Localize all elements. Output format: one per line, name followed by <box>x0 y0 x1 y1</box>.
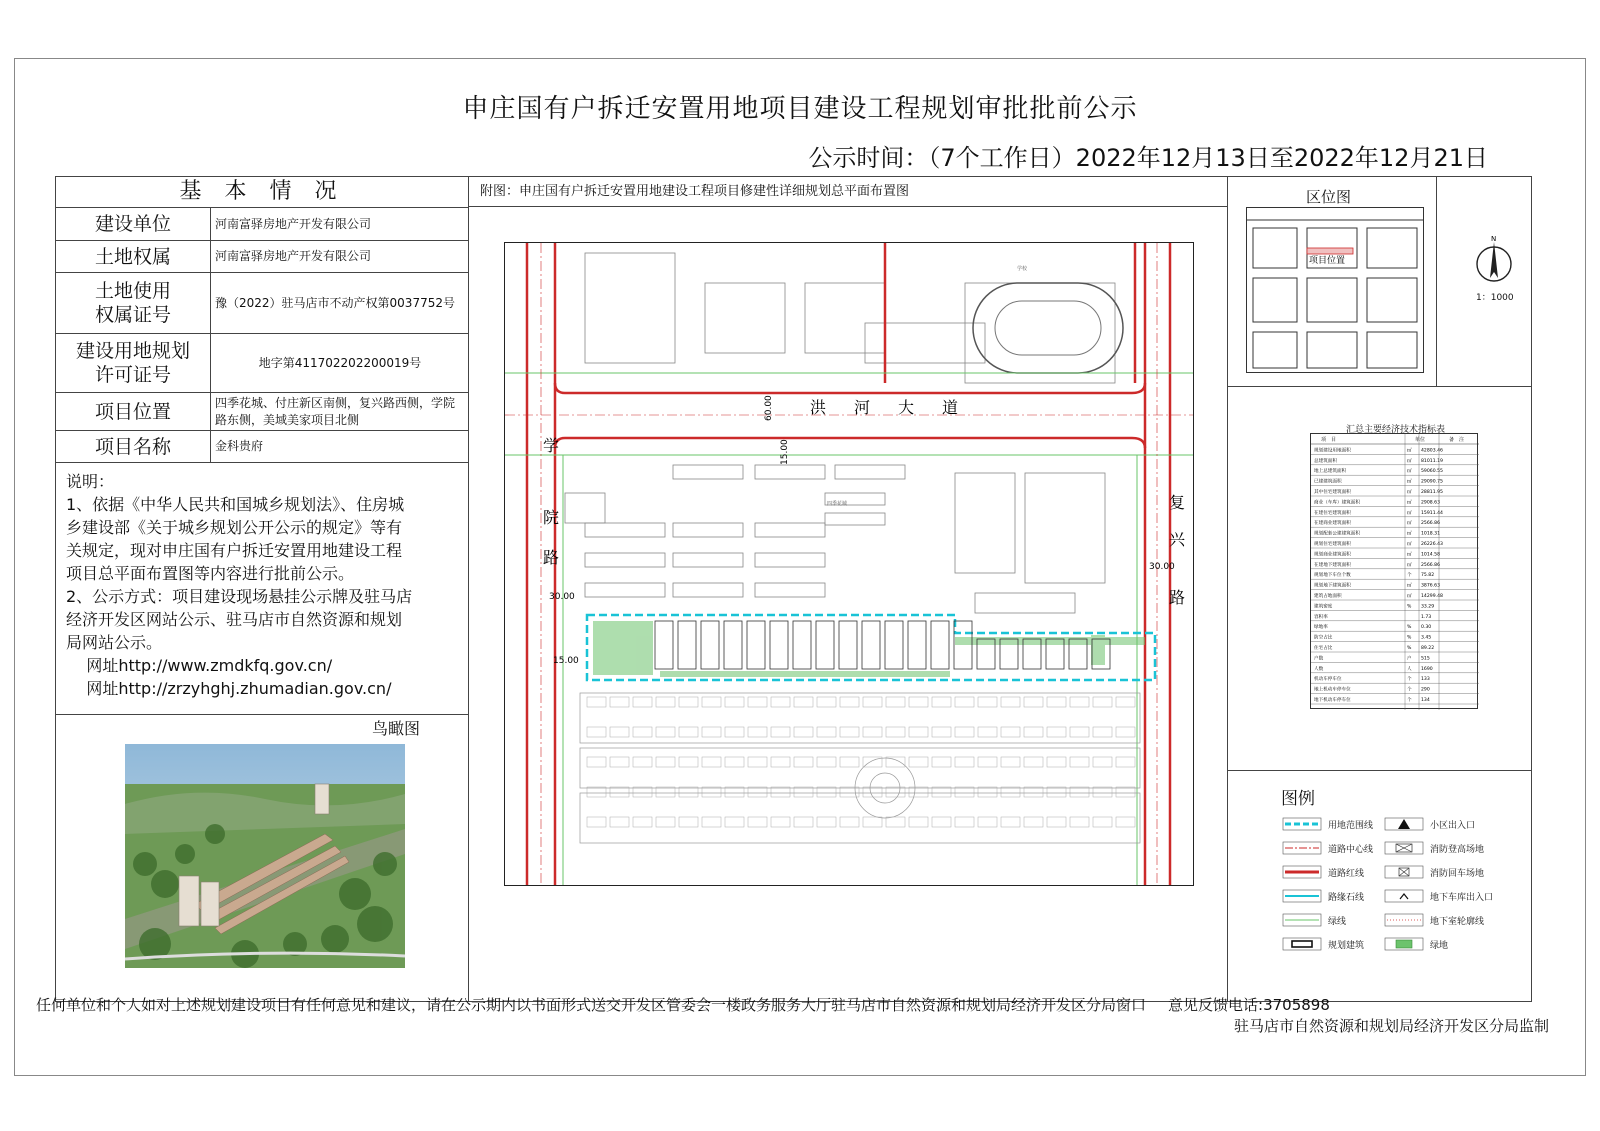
notes-line: 局网站公示。 <box>66 633 163 652</box>
legend-item <box>1282 865 1364 879</box>
econ-cell-value: 290 <box>1421 687 1430 693</box>
econ-cell-item: 地下机动车停车位 <box>1314 698 1351 703</box>
dim-label: 60.00 <box>764 395 774 421</box>
info-heading: 基 本 情 况 <box>179 179 345 204</box>
aerial-label: 鸟瞰图 <box>372 719 421 738</box>
legend-label: 用地范围线 <box>1328 820 1374 831</box>
econ-cell-item: 规划商业建筑面积 <box>1314 552 1351 558</box>
econ-cell-unit: 个 <box>1407 677 1412 683</box>
legend-swatch-icon <box>1384 913 1424 927</box>
value-location: 四季花城、付庄新区南侧，复兴路西侧，学院路东侧，美域美家项目北侧 <box>215 395 456 427</box>
legend-item <box>1282 937 1364 951</box>
econ-cell-unit: % <box>1407 646 1412 651</box>
road-label-xueyuan-3: 路 <box>543 548 560 567</box>
econ-cell-unit: ㎡ <box>1407 594 1412 599</box>
econ-header: 单位 <box>1415 437 1426 443</box>
legend-item <box>1282 841 1373 855</box>
footer-notice-line <box>36 994 1330 1015</box>
legend-swatch-icon <box>1384 841 1424 855</box>
label-builder: 建设单位 <box>94 213 171 235</box>
value-land-owner: 河南富驿房地产开发有限公司 <box>215 249 372 263</box>
legend-label: 小区出入口 <box>1430 820 1476 831</box>
econ-cell-item: 在建商业建筑面积 <box>1314 521 1351 527</box>
econ-cell-value: 75.82 <box>1421 573 1435 579</box>
road-label-xueyuan-2: 院 <box>543 508 560 527</box>
econ-cell-unit: 户 <box>1407 656 1412 662</box>
legend-swatch-icon <box>1282 841 1322 855</box>
legend-swatch-icon <box>1282 913 1322 927</box>
econ-cell-value: 81011.19 <box>1421 458 1443 464</box>
econ-cell-value: 515 <box>1421 656 1430 662</box>
legend-label: 道路中心线 <box>1328 844 1374 855</box>
econ-cell-value: 28811.95 <box>1421 490 1443 495</box>
econ-cell-item: 绿地率 <box>1314 625 1328 631</box>
econ-cell-value: 89.22 <box>1421 646 1435 651</box>
road-label-xueyuan-1: 学 <box>543 436 560 455</box>
footer-phone: 意见反馈电话:3705898 <box>1168 996 1330 1014</box>
legend-swatch-icon <box>1384 865 1424 879</box>
econ-header: 备 注 <box>1449 437 1465 443</box>
label-project-name: 项目名称 <box>94 435 171 458</box>
econ-cell-unit: ㎡ <box>1407 479 1412 485</box>
footer-notice: 任何单位和个人如对上述规划建设项目有任何意见和建议，请在公示期内以书面形式送交开发区管委会一楼政务服务大厅驻马店市自然资源和规划局经济开发区分局窗口 <box>36 996 1147 1014</box>
econ-cell-unit: ㎡ <box>1407 552 1412 558</box>
econ-cell-value: 3876.63 <box>1421 583 1440 589</box>
econ-cell-item: 规划地下建筑面积 <box>1314 583 1351 589</box>
scale-label: 1：1000 <box>1476 293 1514 303</box>
legend-label: 路缘石线 <box>1328 892 1365 903</box>
econ-cell-value: 26226.43 <box>1421 542 1443 547</box>
divider-loc-bottom <box>1227 386 1532 387</box>
econ-cell-item: 已建建筑面积 <box>1314 479 1342 485</box>
legend-swatch-icon <box>1384 817 1424 831</box>
econ-cell-value: 133 <box>1421 677 1430 683</box>
road-label-fuxing-2: 兴 <box>1169 530 1186 549</box>
econ-cell-unit: % <box>1407 604 1412 610</box>
divider-attach <box>468 206 1227 207</box>
aerial-view-image <box>125 744 405 968</box>
econ-cell-unit: ㎡ <box>1407 510 1412 516</box>
legend-item <box>1282 913 1346 927</box>
legend-item <box>1384 841 1484 855</box>
divider-right <box>1227 176 1228 1002</box>
econ-cell-item: 人数 <box>1314 666 1324 672</box>
econ-cell-unit: % <box>1407 635 1412 641</box>
project-location-marker <box>1307 248 1353 254</box>
econ-cell-unit: ㎡ <box>1407 583 1412 589</box>
notes-line: 关规定，现对申庄国有户拆迁安置用地建设工程 <box>66 541 403 560</box>
econ-cell-item: 商业（车库）建筑面积 <box>1314 500 1360 506</box>
econ-cell-item: 机动车停车位 <box>1314 677 1342 683</box>
econ-cell-item: 在建住宅建筑面积 <box>1314 510 1351 516</box>
econ-cell-value: 42803.46 <box>1421 448 1443 454</box>
econ-cell-value: 14299.48 <box>1421 594 1443 599</box>
econ-cell-item: 地上机动车停车位 <box>1314 687 1351 693</box>
community-label: 四季花城 <box>827 501 848 507</box>
econ-cell-value: 33.29 <box>1421 604 1435 610</box>
legend-swatch-icon <box>1384 889 1424 903</box>
legend-label: 消防回车场地 <box>1430 868 1485 879</box>
footer-supervisor: 驻马店市自然资源和规划局经济开发区分局监制 <box>1233 1017 1549 1035</box>
econ-cell-item: 规划地下车位个数 <box>1314 573 1351 579</box>
econ-table-title: 汇总主要经济技术指标表 <box>1346 425 1446 435</box>
econ-cell-value: 1014.58 <box>1421 552 1440 558</box>
notes-block <box>66 470 464 700</box>
econ-cell-value: 3.45 <box>1421 635 1432 641</box>
econ-cell-item: 在建地下建筑面积 <box>1314 562 1351 568</box>
notes-line: 2、公示方式：项目建设现场悬挂公示牌及驻马店 <box>66 587 413 606</box>
divider-loc <box>1436 176 1437 386</box>
label-permit: 建设用地规划 许可证号 <box>75 340 190 386</box>
notes-website-link[interactable]: 网址http://www.zmdkfq.gov.cn/ <box>66 656 333 675</box>
econ-cell-value: 59060.55 <box>1421 469 1443 475</box>
econ-cell-item: 建筑占地面积 <box>1314 594 1342 599</box>
econ-cell-item: 总建筑面积 <box>1314 458 1337 464</box>
notes-heading: 说明： <box>66 472 115 491</box>
econ-cell-unit: ㎡ <box>1407 500 1412 506</box>
label-location: 项目位置 <box>94 400 171 423</box>
econ-cell-item: 防空占比 <box>1314 635 1333 641</box>
econ-cell-value: 29090.75 <box>1421 479 1443 485</box>
label-land-owner: 土地权属 <box>94 245 171 268</box>
notes-website-link[interactable]: 网址http://zrzyhghj.zhumadian.gov.cn/ <box>66 679 392 698</box>
econ-cell-item: 规划建设用地面积 <box>1314 448 1351 454</box>
econ-cell-unit: 个 <box>1407 698 1412 703</box>
econ-cell-value: 2566.86 <box>1421 562 1440 568</box>
econ-cell-value: 134 <box>1421 698 1430 703</box>
econ-cell-unit: ㎡ <box>1407 542 1412 547</box>
econ-cell-unit: ㎡ <box>1407 490 1412 495</box>
page-title: 申庄国有户拆迁安置用地项目建设工程规划审批批前公示 <box>462 94 1138 124</box>
road-label-fuxing-1: 复 <box>1169 493 1186 512</box>
legend-label: 绿地 <box>1430 940 1449 951</box>
project-location-label: 项目位置 <box>1309 256 1346 266</box>
svg-text:N: N <box>1491 235 1497 243</box>
econ-cell-item: 规划住宅建筑面积 <box>1314 542 1351 547</box>
school-label: 学校 <box>1017 266 1028 272</box>
legend-label: 道路红线 <box>1328 868 1365 879</box>
aerial-rule <box>55 714 468 715</box>
site-boundary <box>587 615 1155 680</box>
info-rule <box>55 462 468 463</box>
notes-line: 项目总平面布置图等内容进行批前公示。 <box>66 564 355 583</box>
road-red-lines <box>527 243 1170 886</box>
divider-left <box>468 176 469 1002</box>
notes-line: 1、依据《中华人民共和国城乡规划法》、住房城 <box>66 495 405 514</box>
legend-label: 规划建筑 <box>1328 940 1365 951</box>
legend-item <box>1282 889 1364 903</box>
econ-table <box>1310 433 1478 709</box>
econ-cell-unit: ㎡ <box>1407 448 1412 454</box>
dim-label: 30.00 <box>1149 562 1175 572</box>
legend-label: 地下室轮廓线 <box>1430 916 1485 927</box>
legend-item <box>1384 865 1484 879</box>
econ-cell-unit: ㎡ <box>1407 458 1412 464</box>
econ-cell-value: 2566.86 <box>1421 521 1440 527</box>
notes-line: 经济开发区网站公示、驻马店市自然资源和规划 <box>66 610 403 629</box>
legend-item <box>1384 913 1484 927</box>
legend-item <box>1384 889 1493 903</box>
legend-title: 图例 <box>1281 789 1315 809</box>
value-builder: 河南富驿房地产开发有限公司 <box>215 216 372 231</box>
value-land-cert: 豫（2022）驻马店市不动产权第0037752号 <box>215 295 455 310</box>
econ-cell-value: 15911.44 <box>1421 510 1443 516</box>
dim-label: 15.00 <box>553 656 579 666</box>
econ-cell-unit: ㎡ <box>1407 562 1412 568</box>
econ-cell-value: 0.30 <box>1421 625 1432 631</box>
legend-swatch-icon <box>1282 937 1322 951</box>
econ-cell-unit: 个 <box>1407 573 1412 579</box>
legend-label: 消防登高场地 <box>1430 844 1485 855</box>
econ-cell-value: 1018.31 <box>1421 531 1440 537</box>
econ-cell-item: 住宅占比 <box>1314 646 1333 651</box>
legend-item <box>1384 937 1448 951</box>
info-col-rule <box>210 207 211 462</box>
econ-cell-value: 1.73 <box>1421 614 1432 620</box>
legend-swatch-icon <box>1282 889 1322 903</box>
site-plan-map[interactable] <box>504 242 1194 886</box>
econ-cell-item: 容积率 <box>1314 614 1328 620</box>
econ-cell-item: 规划配套公建建筑面积 <box>1314 531 1360 537</box>
value-permit: 地字第411702202200019号 <box>258 355 422 370</box>
legend-swatch-icon <box>1282 817 1322 831</box>
econ-cell-item: 其中住宅建筑面积 <box>1314 490 1351 495</box>
road-label-honghe: 洪 河 大 道 <box>810 398 965 417</box>
econ-cell-unit: ㎡ <box>1407 521 1412 527</box>
legend-swatch-icon <box>1282 865 1322 879</box>
legend-item <box>1282 817 1373 831</box>
econ-cell-unit: 个 <box>1407 687 1412 693</box>
value-project-name: 金科贵府 <box>215 439 264 453</box>
econ-cell-unit: 人 <box>1407 666 1412 672</box>
econ-cell-unit: % <box>1407 625 1412 631</box>
econ-cell-unit: ㎡ <box>1407 531 1412 537</box>
location-title: 区位图 <box>1306 188 1352 206</box>
road-label-fuxing-3: 路 <box>1169 588 1186 607</box>
econ-cell-item: 户数 <box>1314 656 1324 662</box>
notes-line: 乡建设部《关于城乡规划公开公示的规定》等有 <box>66 518 403 537</box>
attachment-caption: 附图：申庄国有户拆迁安置用地建设工程项目修建性详细规划总平面布置图 <box>480 184 910 199</box>
location-map <box>1246 207 1424 373</box>
econ-cell-item: 地上总建筑面积 <box>1314 469 1347 475</box>
label-land-cert: 土地使用 权属证号 <box>94 280 171 326</box>
dim-label: 15.00 <box>780 439 790 465</box>
econ-header: 项 目 <box>1321 437 1337 443</box>
legend-swatch-icon <box>1384 937 1424 951</box>
econ-cell-unit: ㎡ <box>1407 469 1412 475</box>
legend-label: 地下车库出入口 <box>1430 892 1494 903</box>
econ-cell-value: 1690 <box>1421 666 1433 672</box>
publish-time: 公示时间：（7个工作日）2022年12月13日至2022年12月21日 <box>808 144 1488 172</box>
econ-cell-item: 建筑密度 <box>1314 604 1333 610</box>
legend-label: 绿线 <box>1328 916 1347 927</box>
divider-legend <box>1227 770 1532 771</box>
legend-item <box>1384 817 1475 831</box>
dim-label: 30.00 <box>549 592 575 602</box>
econ-cell-value: 2908.63 <box>1421 500 1440 506</box>
